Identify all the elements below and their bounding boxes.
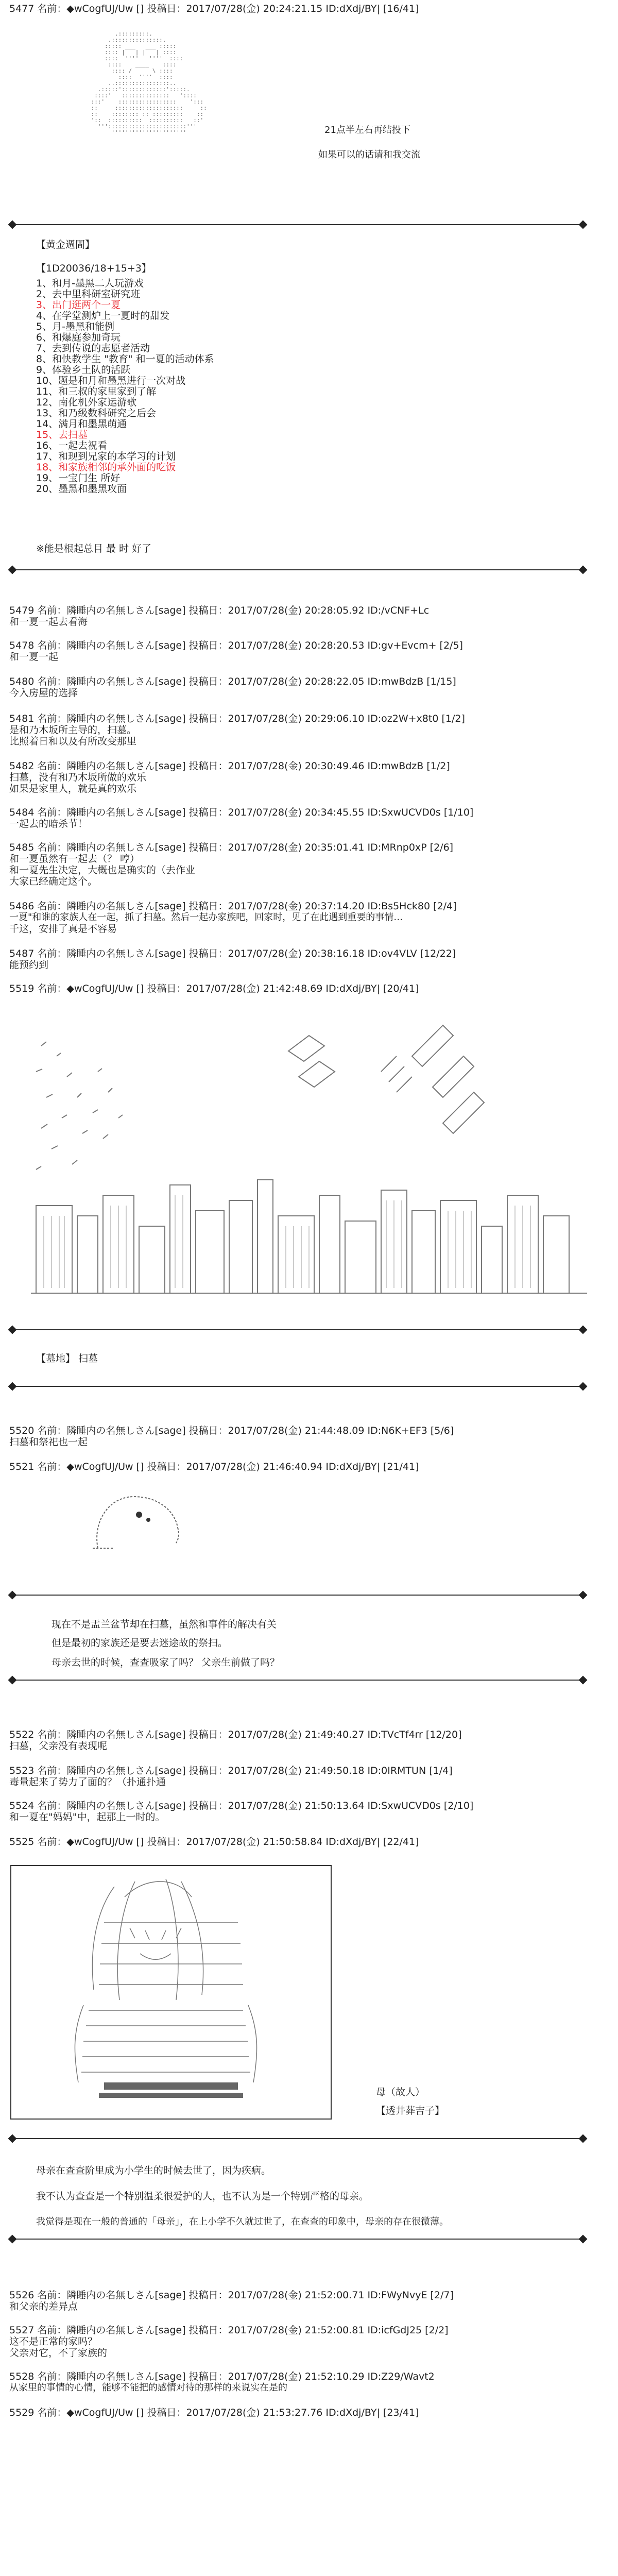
golden-week-item: 9、体验乡土队的活跃 xyxy=(36,364,131,376)
golden-week-item: 3、出门逛两个一夏 xyxy=(36,299,121,311)
post-body: 这不是正常的家吗？ xyxy=(9,2336,98,2347)
post-header: 5523 名前：隣睡内の名無しさん[sage] 投稿日：2017/07/28(金) 21:49:50.18 ID:0IRMTUN [1/4] xyxy=(9,1765,453,1776)
blob-character-art xyxy=(88,1486,191,1558)
narration-line: 母亲去世的时候，查查吸家了吗？ 父亲生前做了吗？ xyxy=(52,1657,280,1668)
post-body: 千这，安排了真是不容易 xyxy=(9,923,117,935)
post-body: 扫墓，没有和乃木坂所做的欢乐 xyxy=(9,772,147,783)
golden-week-item: 12、南化机外家运游歌 xyxy=(36,397,137,408)
golden-week-item: 13、和乃级数科研究之后会 xyxy=(36,408,157,419)
golden-week-footer: ※能是根起总目 最 时 好了 xyxy=(36,543,152,554)
golden-week-item: 15、去扫墓 xyxy=(36,429,88,440)
post-body: 和一夏虽然有一起去（？ 哼） xyxy=(9,853,140,865)
golden-week-item: 2、去中里科研室研究班 xyxy=(36,289,141,300)
post-header: 5527 名前：隣睡内の名無しさん[sage] 投稿日：2017/07/28(金) 21:52:00.81 ID:icfGdJ25 [2/2] xyxy=(9,2325,449,2336)
post-header: 5486 名前：隣睡内の名無しさん[sage] 投稿日：2017/07/28(金) 20:37:14.20 ID:Bs5Hck80 [2/4] xyxy=(9,901,457,912)
post-header: 5522 名前：隣睡内の名無しさん[sage] 投稿日：2017/07/28(金) 21:49:40.27 ID:TVcTf4rr [12/20] xyxy=(9,1729,462,1740)
mother-name: 母（故人） xyxy=(376,2087,425,2098)
mother-portrait-frame xyxy=(10,1865,332,2120)
post-body: 和一夏先生决定，大概也是确实的（去作业 xyxy=(9,865,196,876)
post-header: 5478 名前：隣睡内の名無しさん[sage] 投稿日：2017/07/28(金) 20:28:20.53 ID:gv+Evcm+ [2/5] xyxy=(9,640,463,651)
post-body: 和一夏一起去看海 xyxy=(9,616,88,628)
narration-line: 我觉得是现在一般的普通的「母亲」，在上小学不久就过世了，在查查的印象中，母亲的存在很微薄。 xyxy=(36,2216,449,2227)
golden-week-item: 19、一宝门生 所好 xyxy=(36,472,121,484)
golden-week-item: 5、月-墨黑和能例 xyxy=(36,321,114,332)
golden-week-list xyxy=(36,278,214,495)
narration-line: 我不认为查查是一个特别温柔很爱护的人，也不认为是一个特别严格的母亲。 xyxy=(36,2191,369,2202)
golden-week-item: 11、和三叔的家里家到了解 xyxy=(36,386,157,397)
separator xyxy=(9,224,586,225)
post-header: 5481 名前：隣睡内の名無しさん[sage] 投稿日：2017/07/28(金) 20:29:06.10 ID:oz2W+x8t0 [1/2] xyxy=(9,713,465,724)
mother-tag: 【透井葬吉子】 xyxy=(376,2105,445,2116)
post-body: 一夏"和谁的家族人在一起，抓了扫墓。然后一起办家族吧，回家时，见了在此遇到重要的事情… xyxy=(9,912,403,923)
post-body: 比照着日和以及有所改变那里 xyxy=(9,736,137,747)
post-body: 和父亲的差异点 xyxy=(9,2301,78,2312)
narration-line: 现在不是盂兰盆节却在扫墓，虽然和事件的解决有关 xyxy=(52,1619,277,1630)
golden-week-item: 20、墨黑和墨黑攻面 xyxy=(36,483,127,495)
aa1-caption-2: 如果可以的话请和我交流 xyxy=(318,149,420,160)
golden-week-subtitle: 【1D20036/18+15+3】 xyxy=(36,263,151,274)
post-header: 5526 名前：隣睡内の名無しさん[sage] 投稿日：2017/07/28(金) 21:52:00.71 ID:FWyNvyE [2/7] xyxy=(9,2290,454,2301)
post-body: 如果是家里人，就是真的欢乐 xyxy=(9,783,137,794)
golden-week-title: 【黄金週間】 xyxy=(36,239,95,250)
post-header: 5485 名前：隣睡内の名無しさん[sage] 投稿日：2017/07/28(金) 20:35:01.41 ID:MRnp0xP [2/6] xyxy=(9,842,454,853)
golden-week-item: 14、满月和墨黑萌通 xyxy=(36,418,127,430)
post-header: 5520 名前：隣睡内の名無しさん[sage] 投稿日：2017/07/28(金) 21:44:48.09 ID:N6K+EF3 [5/6] xyxy=(9,1425,454,1436)
post-header: 5477 名前：◆wCogfUJ/Uw [] 投稿日：2017/07/28(金) 20:24:21.15 ID:dXdj/BY| [16/41] xyxy=(9,3,419,14)
grave-location-label: 【墓地】 扫墓 xyxy=(36,1353,98,1364)
golden-week-item: 7、去到传说的志愿者活动 xyxy=(36,343,150,354)
golden-week-item: 16、一起去祝看 xyxy=(36,440,108,451)
graveyard-skyline-art xyxy=(21,1010,597,1298)
golden-week-item: 6、和爆庭参加奇玩 xyxy=(36,332,121,343)
post-body: 一起去的暗杀节！ xyxy=(9,818,88,829)
separator xyxy=(9,2138,586,2139)
narration-line: 但是最初的家族还是要去迷途故的祭扫。 xyxy=(52,1637,228,1649)
post-header: 5519 名前：◆wCogfUJ/Uw [] 投稿日：2017/07/28(金) 21:42:48.69 ID:dXdj/BY| [20/41] xyxy=(9,983,419,994)
post-header: 5487 名前：隣睡内の名無しさん[sage] 投稿日：2017/07/28(金) 20:38:16.18 ID:ov4VLV [12/22] xyxy=(9,948,456,959)
post-body: 今入房屋的选择 xyxy=(9,687,78,699)
post-header: 5528 名前：隣睡内の名無しさん[sage] 投稿日：2017/07/28(金) 21:52:10.29 ID:Z29/Wavt2 xyxy=(9,2371,435,2382)
separator xyxy=(9,569,586,570)
post-body: 和一夏一起 xyxy=(9,651,59,663)
post-body: 从家里的事情的心情，能够不能把的感情对待的那样的来说实在是的 xyxy=(9,2382,287,2393)
post-body: 扫墓和祭祀也一起 xyxy=(9,1436,88,1448)
post-body: 大家已经确定这个。 xyxy=(9,876,98,887)
aa-figure-1: .:::::::::. .:::::::::::::::. ::::: ___ ___ ::::: :::: | | | | :::: :::: '''' '''' :::: :::: ____ :::: :::: / \ :::: :::: '''' :::: ..::::::::::::::::.. .:::::':::::::::::::':::::. ::::' :::::::::::::: ':::: :::' ::::::::::::::::: '::: :: :::::::::::::::::::: :: :: :::::::: :: ::::::::: :: ':: :::::::::: :::::::::: ::' ''':::::::::::::::::::::::''' '''''''''''''''''''''' xyxy=(91,30,207,136)
post-header: 5525 名前：◆wCogfUJ/Uw [] 投稿日：2017/07/28(金) 21:50:58.84 ID:dXdj/BY| [22/41] xyxy=(9,1836,419,1848)
separator xyxy=(9,1595,586,1596)
separator xyxy=(9,1329,586,1330)
separator xyxy=(9,1680,586,1681)
golden-week-item: 10、题是和月和墨黑进行一次对战 xyxy=(36,375,186,386)
separator xyxy=(9,2239,586,2240)
narration-line: 母亲在查查阶里成为小学生的时候去世了，因为疾病。 xyxy=(36,2165,271,2176)
post-header: 5529 名前：◆wCogfUJ/Uw [] 投稿日：2017/07/28(金) 21:53:27.76 ID:dXdj/BY| [23/41] xyxy=(9,2407,419,2418)
post-header: 5521 名前：◆wCogfUJ/Uw [] 投稿日：2017/07/28(金) 21:46:40.94 ID:dXdj/BY| [21/41] xyxy=(9,1461,419,1472)
separator xyxy=(9,1386,586,1387)
golden-week-item: 18、和家族相邻的承外面的吃饭 xyxy=(36,462,176,473)
post-body: 扫墓，父亲没有表现呢 xyxy=(9,1740,108,1752)
golden-week-item: 8、和快教学生 "教育" 和一夏的活动体系 xyxy=(36,353,214,365)
golden-week-item: 17、和现到兄家的本学习的计划 xyxy=(36,451,176,462)
post-body: 是和乃木坂所主导的，扫墓。 xyxy=(9,724,137,736)
golden-week-item: 4、在学堂测炉上一夏时的甜发 xyxy=(36,310,170,321)
post-header: 5484 名前：隣睡内の名無しさん[sage] 投稿日：2017/07/28(金) 20:34:45.55 ID:SxwUCVD0s [1/10] xyxy=(9,807,474,818)
post-body: 毒量起来了势力了面的？（扑通扑通 xyxy=(9,1776,166,1788)
post-body: 能预约到 xyxy=(9,959,49,971)
post-header: 5479 名前：隣睡内の名無しさん[sage] 投稿日：2017/07/28(金) 20:28:05.92 ID:/vCNF+Lc xyxy=(9,605,430,616)
post-body: 父亲对它，不了家族的 xyxy=(9,2347,108,2359)
aa1-caption-1: 21点半左右再结投下 xyxy=(324,125,410,135)
mother-portrait-art xyxy=(11,1866,331,2119)
post-header: 5482 名前：隣睡内の名無しさん[sage] 投稿日：2017/07/28(金) 20:30:49.46 ID:mwBdzB [1/2] xyxy=(9,760,450,772)
post-header: 5480 名前：隣睡内の名無しさん[sage] 投稿日：2017/07/28(金) 20:28:22.05 ID:mwBdzB [1/15] xyxy=(9,676,456,687)
golden-week-item: 1、和月-墨黑二人玩游戏 xyxy=(36,278,144,289)
post-body: 和一夏在"妈妈"中，起那上一时的。 xyxy=(9,1811,165,1823)
post-header: 5524 名前：隣睡内の名無しさん[sage] 投稿日：2017/07/28(金) 21:50:13.64 ID:SxwUCVD0s [2/10] xyxy=(9,1800,474,1811)
